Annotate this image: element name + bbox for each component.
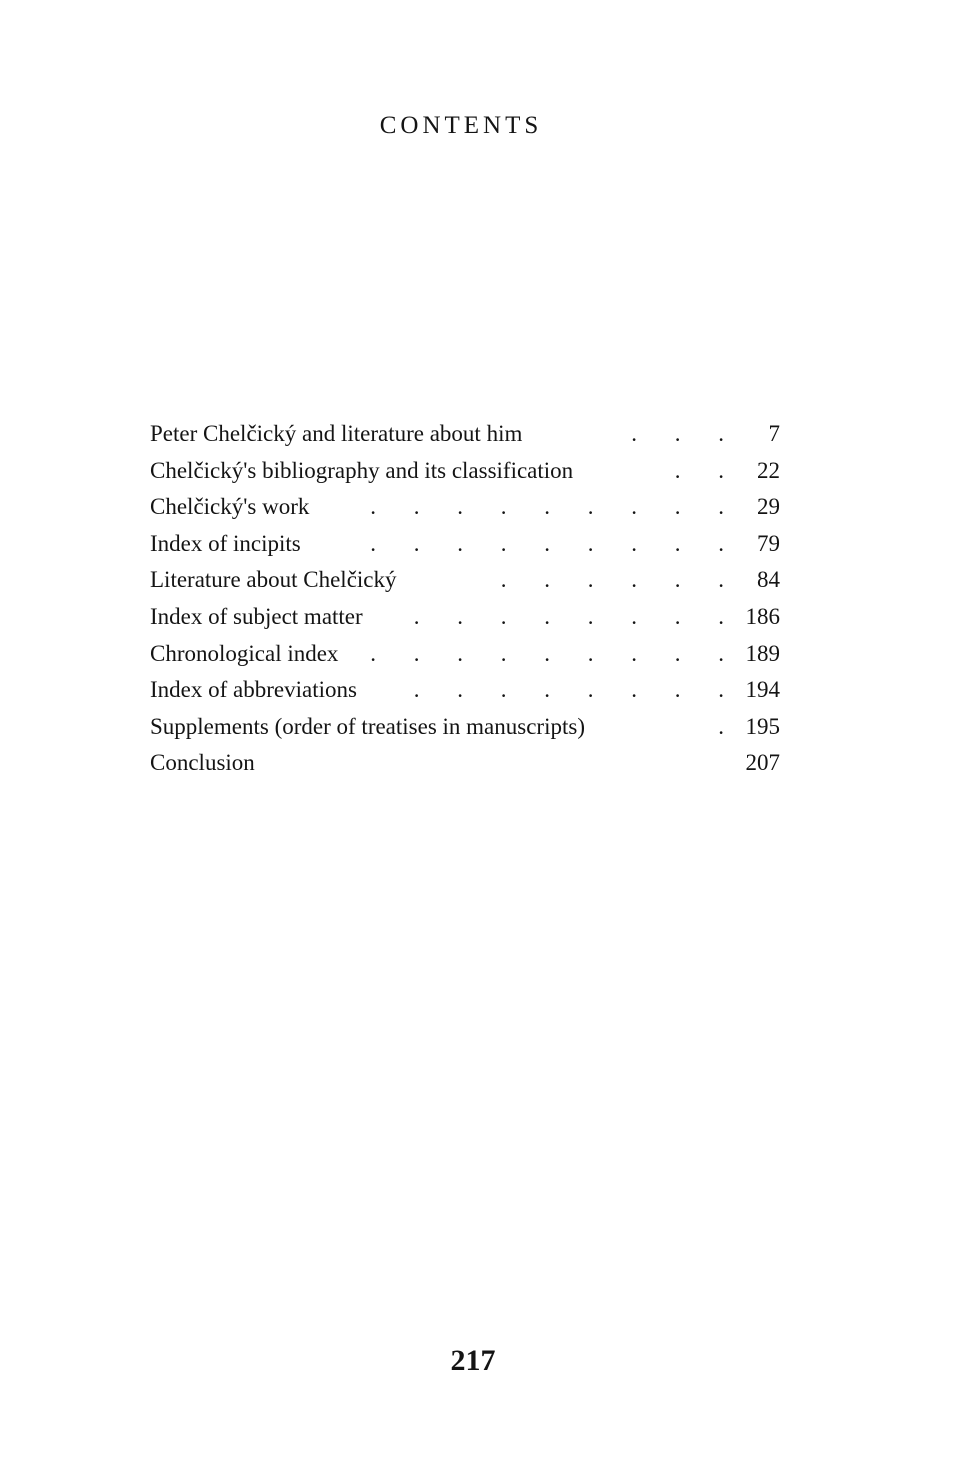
- toc-entry: [150, 416, 780, 453]
- dot-leader: . .: [674, 457, 740, 483]
- toc-entry: [150, 599, 780, 636]
- dot-leader: . . . . . . . . .: [370, 494, 740, 520]
- toc-entry: [150, 489, 780, 526]
- page-number: 217: [450, 1344, 496, 1377]
- toc-entry-title: Supplements (order of treatises in manuscripts): [150, 713, 585, 739]
- toc-entry-page: 7: [768, 421, 780, 446]
- dot-leader: . . . . . .: [500, 567, 740, 593]
- toc-entry-title: Chelčický's bibliography and its classification: [150, 457, 574, 483]
- toc-entry-title: Chelčický's work: [150, 494, 310, 520]
- toc-entry-title: Conclusion: [150, 750, 255, 776]
- toc-entry-page: 29: [757, 494, 780, 520]
- toc-entry-page: 194: [745, 677, 780, 703]
- toc-entry: [150, 745, 780, 782]
- toc-entry-page: 186: [745, 603, 780, 629]
- toc-entry-page: 189: [745, 640, 780, 666]
- dot-leader: . . . . . . . .: [413, 603, 740, 629]
- toc-entry: [150, 709, 780, 746]
- dot-leader: . . . . . . . . .: [370, 530, 740, 556]
- dot-leader: . . . . . . . . .: [370, 640, 740, 666]
- toc-entry: [150, 453, 780, 490]
- toc-entry-title: Chronological index: [150, 640, 339, 666]
- toc-entry-page: 84: [757, 567, 780, 593]
- toc-entry: [150, 562, 780, 599]
- toc-entry-title: Peter Chelčický and literature about him: [150, 421, 523, 446]
- dot-leader: . . .: [631, 421, 740, 446]
- toc-entry: [150, 672, 780, 709]
- toc-entry: [150, 526, 780, 563]
- toc-entry-page: 22: [757, 457, 780, 483]
- dot-leader: . . . . . . . .: [413, 677, 740, 703]
- toc-entry-title: Index of incipits: [150, 530, 301, 556]
- table-of-contents: [150, 416, 780, 782]
- toc-entry: [150, 636, 780, 673]
- toc-entry-page: 195: [745, 713, 780, 739]
- toc-entry-title: Index of abbreviations: [150, 677, 357, 703]
- page-title: CONTENTS: [379, 112, 543, 139]
- toc-entry-title: Index of subject matter: [150, 603, 363, 629]
- dot-leader: .: [718, 713, 740, 739]
- toc-entry-page: 79: [757, 530, 780, 556]
- toc-entry-title: Literature about Chelčický: [150, 567, 397, 593]
- toc-entry-page: 207: [745, 750, 780, 776]
